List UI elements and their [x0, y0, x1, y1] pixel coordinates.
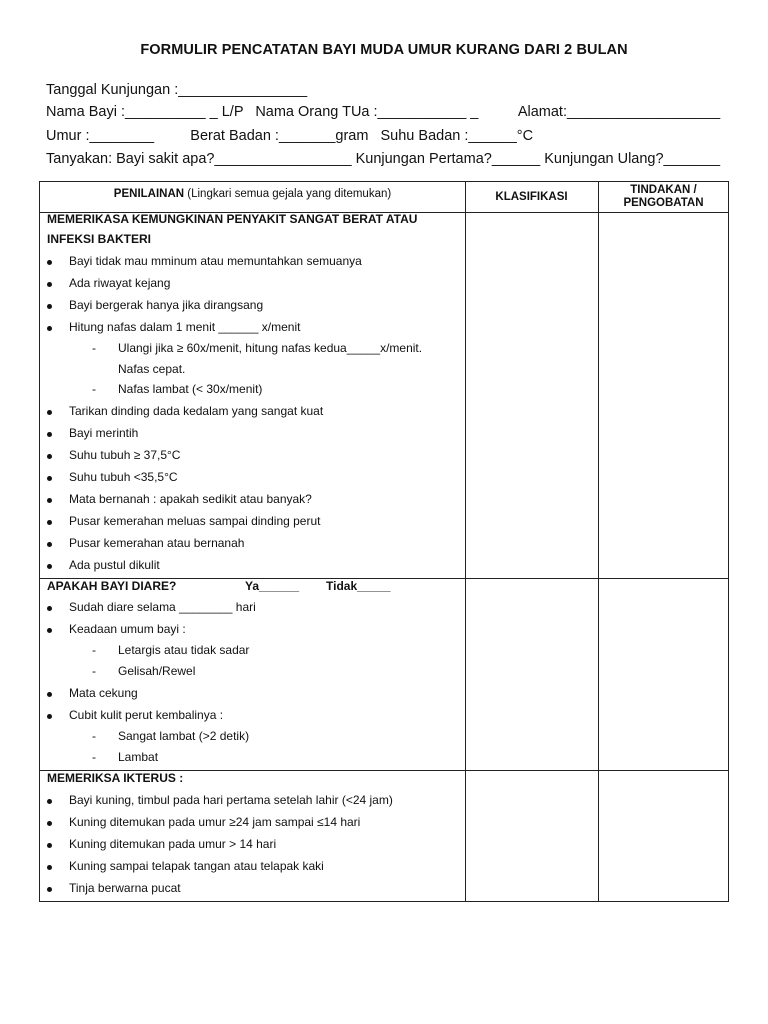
- list-item: Suhu tubuh <35,5°C: [69, 470, 178, 484]
- visit-question-field: Tanyakan: Bayi sakit apa?_________________ Kunjungan Pertama?______ Kunjungan Ulang?_______: [46, 151, 721, 167]
- column-divider: [465, 182, 466, 901]
- section-title-diare: APAKAH BAYI DIARE?: [47, 579, 177, 593]
- list-item: Kuning ditemukan pada umur > 14 hari: [69, 837, 277, 851]
- bullet-icon: [47, 260, 52, 265]
- list-item: Bayi merintih: [69, 426, 139, 440]
- list-item: Tinja berwarna pucat: [69, 881, 181, 895]
- column-header-penilaian: PENILAINAN (Lingkari semua gejala yang ditemukan): [113, 188, 392, 200]
- bullet-icon: [47, 821, 52, 826]
- list-sub-item: Gelisah/Rewel: [118, 664, 196, 678]
- bullet-icon: [47, 410, 52, 415]
- list-item: Pusar kemerahan meluas sampai dinding perut: [69, 514, 321, 528]
- list-item: Hitung nafas dalam 1 menit ______ x/menit: [69, 320, 301, 334]
- bullet-icon: [47, 843, 52, 848]
- list-item: Bayi tidak mau mminum atau memuntahkan semuanya: [69, 254, 362, 268]
- bullet-icon: [47, 326, 52, 331]
- dash-marker: -: [92, 382, 96, 396]
- bullet-icon: [47, 692, 52, 697]
- list-item: Kuning ditemukan pada umur ≥24 jam sampai ≤14 hari: [69, 815, 361, 829]
- bullet-icon: [47, 887, 52, 892]
- list-item: Cubit kulit perut kembalinya :: [69, 708, 224, 722]
- dash-marker: -: [92, 750, 96, 764]
- bullet-icon: [47, 432, 52, 437]
- bullet-icon: [47, 476, 52, 481]
- column-header-tindakan: TINDAKAN / PENGOBATAN: [623, 184, 704, 209]
- bullet-icon: [47, 454, 52, 459]
- list-item: Tarikan dinding dada kedalam yang sangat kuat: [69, 404, 324, 418]
- list-item: Keadaan umum bayi :: [69, 622, 186, 636]
- list-item: Sudah diare selama ________ hari: [69, 600, 256, 614]
- form-title: FORMULIR PENCATATAN BAYI MUDA UMUR KURANG DARI 2 BULAN: [140, 42, 628, 58]
- list-item: Mata cekung: [69, 686, 138, 700]
- bullet-icon: [47, 304, 52, 309]
- list-sub-item: Letargis atau tidak sadar: [118, 643, 250, 657]
- dash-marker: -: [92, 664, 96, 678]
- dash-marker: -: [92, 729, 96, 743]
- list-sub-item: Lambat: [118, 750, 159, 764]
- diare-ya-field: Ya______: [245, 579, 300, 593]
- list-sub-item: Ulangi jika ≥ 60x/menit, hitung nafas kedua_____x/menit.: [118, 341, 423, 355]
- bullet-icon: [47, 628, 52, 633]
- bullet-icon: [47, 799, 52, 804]
- list-item: Mata bernanah : apakah sedikit atau banyak?: [69, 492, 312, 506]
- column-header-klasifikasi: KLASIFIKASI: [495, 191, 568, 203]
- dash-marker: -: [92, 643, 96, 657]
- visit-date-field: Tanggal Kunjungan :________________: [46, 82, 308, 98]
- list-item: Bayi kuning, timbul pada hari pertama setelah lahir (<24 jam): [69, 793, 393, 807]
- section-title-penyakit-berat: INFEKSI BAKTERI: [47, 232, 152, 246]
- bullet-icon: [47, 520, 52, 525]
- list-item: Suhu tubuh ≥ 37,5°C: [69, 448, 181, 462]
- bullet-icon: [47, 282, 52, 287]
- list-item: Ada riwayat kejang: [69, 276, 171, 290]
- dash-marker: -: [92, 341, 96, 355]
- list-sub-item: Sangat lambat (>2 detik): [118, 729, 250, 743]
- bullet-icon: [47, 542, 52, 547]
- assessment-table: [39, 181, 729, 902]
- list-item: Kuning sampai telapak tangan atau telapak kaki: [69, 859, 324, 873]
- list-item: Pusar kemerahan atau bernanah: [69, 536, 245, 550]
- bullet-icon: [47, 564, 52, 569]
- bullet-icon: [47, 498, 52, 503]
- section-title-ikterus: MEMERIKSA IKTERUS :: [47, 771, 184, 785]
- column-divider: [598, 182, 599, 901]
- baby-name-field: Nama Bayi :__________ _ L/P Nama Orang TUa :___________ _ Alamat:___________________: [46, 104, 721, 120]
- list-item: Ada pustul dikulit: [69, 558, 160, 572]
- diare-tidak-field: Tidak_____: [326, 579, 391, 593]
- section-title-penyakit-berat: MEMERIKASA KEMUNGKINAN PENYAKIT SANGAT BERAT ATAU: [47, 212, 418, 226]
- age-weight-temp-field: Umur :________ Berat Badan :_______gram Suhu Badan :______°C: [46, 128, 534, 144]
- bullet-icon: [47, 714, 52, 719]
- list-sub-item: Nafas cepat.: [118, 362, 186, 376]
- bullet-icon: [47, 865, 52, 870]
- list-item: Bayi bergerak hanya jika dirangsang: [69, 298, 264, 312]
- bullet-icon: [47, 606, 52, 611]
- list-sub-item: Nafas lambat (< 30x/menit): [118, 382, 263, 396]
